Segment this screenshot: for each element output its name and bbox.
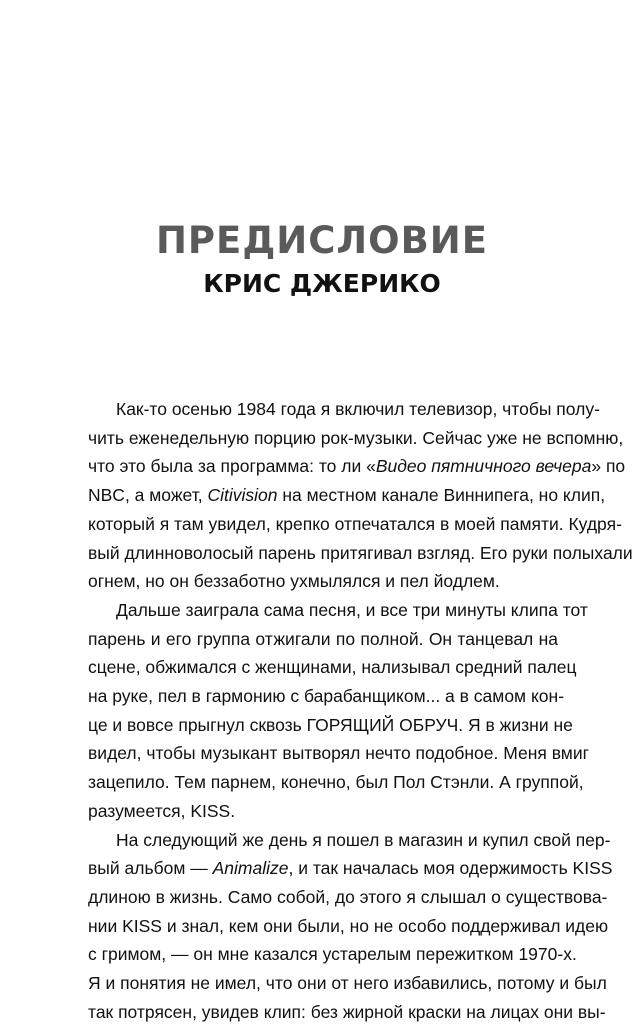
- text-line: вый альбом — Animalize, и так началась моя одержимость KISS: [88, 858, 613, 879]
- text-line: длиною в жизнь. Само собой, до этого я слышал о существова-: [88, 886, 608, 907]
- chapter-author: КРИС ДЖЕРИКО: [203, 269, 441, 298]
- text-line: на руке, пел в гармонию с барабанщиком... а в самом кон-: [88, 686, 565, 707]
- text-line: парень и его группа отжигали по полной. Он танцевал на: [88, 628, 558, 649]
- text-line: це и вовсе прыгнул сквозь ГОРЯЩИЙ ОБРУЧ. Я в жизни не: [88, 714, 573, 735]
- text-line: сцене, обжимался с женщинами, нализывал средний палец: [88, 657, 577, 678]
- text-line: На следующий же день я пошел в магазин и купил свой пер-: [116, 829, 611, 850]
- text-line: огнем, но он беззаботно ухмылялся и пел йодлем.: [88, 571, 500, 592]
- paragraph: [88, 826, 613, 1026]
- text-line: что это была за программа: то ли «Видео пятничного вечера» по: [88, 456, 626, 477]
- text-line: Как-то осенью 1984 года я включил телевизор, чтобы полу-: [116, 399, 600, 419]
- text-line: нии KISS и знал, кем они были, но не особо поддерживал идею: [88, 915, 609, 936]
- text-line: который я там увидел, крепко отпечатался в моей памяти. Кудря-: [88, 513, 622, 534]
- chapter-title: ПРЕДИСЛОВИЕ: [155, 219, 489, 262]
- text-line: так потрясен, увидев клип: без жирной краски на лицах они вы-: [88, 1001, 606, 1022]
- text-line: с гримом, — он мне казался устарелым пережитком 1970-х.: [88, 944, 577, 965]
- text-line: Дальше заиграла сама песня, и все три минуты клипа тот: [116, 599, 588, 620]
- text-line: NBC, а может, Citivision на местном канале Виннипега, но клип,: [88, 485, 606, 506]
- text-line: разумеется, KISS.: [88, 800, 236, 821]
- paragraph: [88, 596, 589, 826]
- body-text: [88, 395, 633, 1026]
- text-line: чить еженедельную порцию рок-музыки. Сейчас уже не вспомню,: [88, 427, 624, 448]
- text-line: вый длинноволосый парень притягивал взгляд. Его руки полыхали: [88, 542, 633, 563]
- text-line: видел, чтобы музыкант вытворял нечто подобное. Меня вмиг: [88, 743, 589, 764]
- paragraph: [88, 395, 633, 596]
- text-line: зацепило. Тем парнем, конечно, был Пол Стэнли. А группой,: [88, 772, 584, 793]
- text-line: Я и понятия не имел, что они от него избавились, потому и был: [88, 973, 607, 994]
